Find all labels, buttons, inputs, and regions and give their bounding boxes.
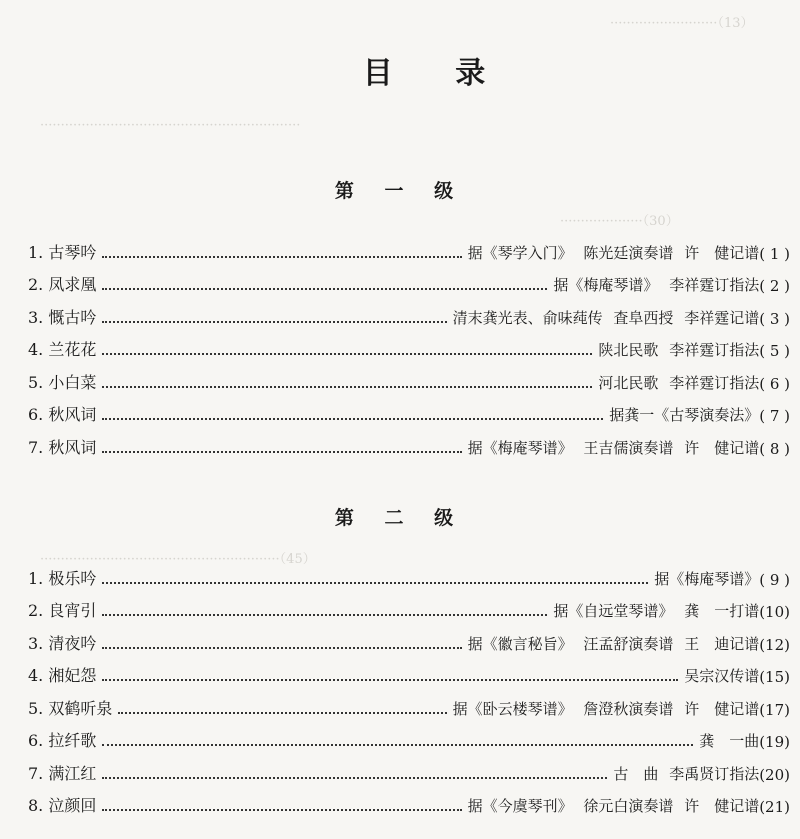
dot-leader [102,321,446,323]
entry-page: ( 5 ) [759,342,790,360]
entry-page: ( 2 ) [759,277,790,295]
entry-source: 据龚一《古琴演奏法》 [609,406,760,424]
toc-entry[interactable] [28,556,790,589]
dot-leader [102,386,592,388]
dot-leader [102,679,678,681]
entry-title: 7. 满江红 [28,763,97,783]
entry-title: 8. 泣颜回 [28,796,97,815]
entry-title: 7. 秋风词 [28,437,97,457]
toc-entry[interactable] [28,589,790,622]
entry-page: ( 6 ) [759,374,790,393]
entry-page: (15) [759,668,790,686]
entry-source: 古 曲 李禹贤订指法 [613,764,760,783]
entry-title: 6. 秋风词 [28,405,97,424]
dot-leader [118,712,446,714]
toc-entry[interactable] [28,263,790,296]
bleed-through: ··························（13） [610,16,754,31]
toc-entry[interactable] [28,719,790,752]
entry-source: 据《琴学入门》 陈光廷演奏谱 许 健记谱 [467,243,760,262]
toc-entry[interactable] [28,751,790,784]
dot-leader [102,744,693,746]
section-heading-level-1: 第 一 级 [334,180,466,202]
entry-source: 陕北民歌 李祥霆订指法 [598,341,760,359]
toc-entry[interactable] [28,686,790,719]
toc-list-level-2 [28,556,790,816]
dot-leader [102,288,547,290]
entry-page: ( 3 ) [759,309,790,328]
entry-title: 6. 拉纤歌 [28,731,97,750]
dot-leader [102,647,461,649]
dot-leader [102,777,607,779]
toc-entry[interactable] [28,295,790,328]
dot-leader [102,451,461,453]
entry-page: (21) [759,798,790,816]
toc-entry[interactable] [28,784,790,817]
toc-list-level-1 [28,230,790,458]
entry-page: (12) [759,635,790,654]
toc-entry[interactable] [28,621,790,654]
dot-leader [102,418,603,420]
entry-title: 4. 兰花花 [28,340,97,359]
entry-page: ( 8 ) [759,439,790,458]
toc-entry[interactable] [28,328,790,361]
dot-leader [102,614,547,616]
entry-source: 龚 一曲 [699,732,760,750]
entry-source: 据《梅庵琴谱》 李祥霆订指法 [553,276,760,294]
dot-leader [102,256,461,258]
entry-source: 据《梅庵琴谱》 [654,569,760,588]
entry-title: 5. 小白菜 [28,372,97,392]
bleed-through: ··························································（45） [40,552,316,567]
entry-page: (19) [759,733,790,751]
entry-source: 据《卧云楼琴谱》 詹澄秋演奏谱 许 健记谱 [452,699,760,718]
bleed-through: ····················（30） [560,214,679,229]
dot-leader [102,582,648,584]
entry-source: 据《梅庵琴谱》 王吉儒演奏谱 许 健记谱 [467,438,760,457]
entry-page: (17) [759,700,790,719]
bleed-through: ······························································· [40,118,301,133]
entry-page: (20) [759,765,790,784]
entry-page: ( 7 ) [759,407,790,425]
entry-source: 河北民歌 李祥霆订指法 [598,373,760,392]
entry-page: ( 9 ) [759,570,790,589]
toc-entry[interactable] [28,360,790,393]
dot-leader [102,353,592,355]
entry-title: 3. 清夜吟 [28,633,97,653]
entry-source: 清末龚光表、俞味莼传 査阜西授 李祥霆记谱 [452,308,760,327]
entry-source: 据《徽言秘旨》 汪孟舒演奏谱 王 迪记谱 [467,634,760,653]
entry-title: 1. 古琴吟 [28,242,97,262]
entry-source: 据《今虞琴刊》 徐元白演奏谱 许 健记谱 [467,797,760,815]
toc-entry[interactable] [28,654,790,687]
page-title: 目 录 [362,56,512,91]
entry-title: 1. 极乐吟 [28,568,97,588]
toc-entry[interactable] [28,425,790,458]
entry-page: (10) [759,603,790,621]
entry-title: 2. 良宵引 [28,601,97,620]
entry-source: 据《自远堂琴谱》 龚 一打谱 [553,602,760,620]
entry-title: 4. 湘妃怨 [28,666,97,685]
entry-page: ( 1 ) [759,244,790,263]
toc-entry[interactable] [28,393,790,426]
section-heading-level-2: 第 二 级 [334,507,466,529]
dot-leader [102,809,461,811]
entry-title: 3. 慨古吟 [28,307,97,327]
entry-title: 2. 凤求凰 [28,275,97,294]
entry-source: 吴宗汉传谱 [684,667,760,685]
toc-entry[interactable] [28,230,790,263]
entry-title: 5. 双鹤听泉 [28,698,113,718]
